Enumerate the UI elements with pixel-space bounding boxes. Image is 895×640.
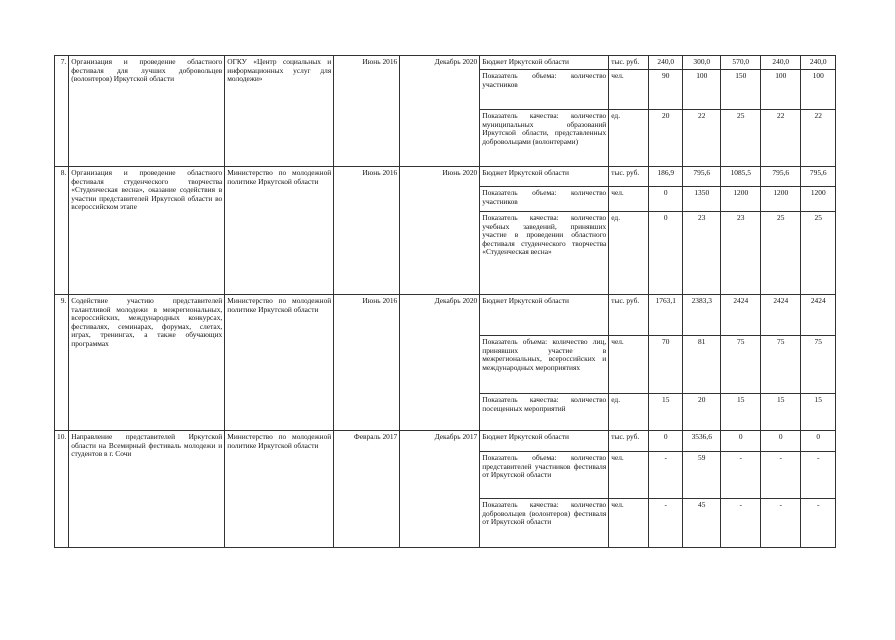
program-activities-table xyxy=(54,55,836,548)
year-value: 75 xyxy=(801,336,836,394)
activity-name: Организация и проведение областного фестиваля для лучших добровольцев (волонтеров) Иркутской области xyxy=(69,56,225,167)
year-value: 70 xyxy=(649,336,683,394)
year-value: 100 xyxy=(801,70,836,110)
funding-source: Бюджет Иркутской области xyxy=(480,295,609,336)
year-value: 25 xyxy=(801,212,836,295)
activity-row xyxy=(55,431,836,452)
unit-of-measure: ед. xyxy=(609,394,649,431)
year-value: 15 xyxy=(721,394,761,431)
row-number: 9. xyxy=(55,295,69,431)
year-value: 20 xyxy=(649,110,683,167)
year-value: 795,6 xyxy=(801,167,836,187)
start-date: Февраль 2017 xyxy=(334,431,400,548)
unit-of-measure: чел. xyxy=(609,452,649,499)
year-value: 22 xyxy=(801,110,836,167)
year-value: 20 xyxy=(683,394,721,431)
end-date: Декабрь 2017 xyxy=(400,431,480,548)
unit-of-measure: чел. xyxy=(609,187,649,212)
year-value: 1200 xyxy=(761,187,801,212)
unit-of-measure: чел. xyxy=(609,70,649,110)
indicator-text: Показатель качества: количество посещенных мероприятий xyxy=(480,394,609,431)
year-value: 0 xyxy=(649,212,683,295)
year-value: 1200 xyxy=(801,187,836,212)
indicator-text: Показатель качества: количество добровольцев (волонтеров) фестиваля от Иркутской области xyxy=(480,499,609,548)
unit-of-measure: ед. xyxy=(609,110,649,167)
year-value: 3536,6 xyxy=(683,431,721,452)
year-value: 1350 xyxy=(683,187,721,212)
end-date: Декабрь 2020 xyxy=(400,56,480,167)
start-date: Июнь 2016 xyxy=(334,167,400,295)
year-value: 0 xyxy=(721,431,761,452)
year-value: 1085,5 xyxy=(721,167,761,187)
year-value: 0 xyxy=(761,431,801,452)
year-value: 15 xyxy=(801,394,836,431)
year-value: 22 xyxy=(761,110,801,167)
responsible-executor: ОГКУ «Центр социальных и информационных услуг для молодежи» xyxy=(225,56,334,167)
activity-row xyxy=(55,295,836,336)
year-value: - xyxy=(649,499,683,548)
year-value: - xyxy=(721,499,761,548)
year-value: 25 xyxy=(761,212,801,295)
indicator-text: Показатель качества: количество муниципальных образований Иркутской области, представленных добровольцами (волонтерами) xyxy=(480,110,609,167)
year-value: - xyxy=(721,452,761,499)
year-value: - xyxy=(801,499,836,548)
year-value: - xyxy=(761,452,801,499)
year-value: 59 xyxy=(683,452,721,499)
year-value: 25 xyxy=(721,110,761,167)
year-value: - xyxy=(761,499,801,548)
unit-of-measure: чел. xyxy=(609,336,649,394)
year-value: 240,0 xyxy=(801,56,836,70)
indicator-text: Показатель качества: количество учебных заведений, принявших участие в проведении областного фестиваля студенческого творчества «Студенческая весна» xyxy=(480,212,609,295)
year-value: 75 xyxy=(721,336,761,394)
year-value: 240,0 xyxy=(761,56,801,70)
responsible-executor: Министерство по молодежной политике Иркутской области xyxy=(225,295,334,431)
activity-row xyxy=(55,167,836,187)
year-value: 2383,3 xyxy=(683,295,721,336)
end-date: Декабрь 2020 xyxy=(400,295,480,431)
responsible-executor: Министерство по молодежной политике Иркутской области xyxy=(225,431,334,548)
unit-of-measure: ед. xyxy=(609,212,649,295)
end-date: Июнь 2020 xyxy=(400,167,480,295)
year-value: 0 xyxy=(801,431,836,452)
indicator-text: Показатель объема: количество участников xyxy=(480,70,609,110)
activity-name: Направление представителей Иркутской области на Всемирный фестиваль молодежи и студентов в г. Сочи xyxy=(69,431,225,548)
year-value: 23 xyxy=(721,212,761,295)
year-value: 90 xyxy=(649,70,683,110)
row-number: 8. xyxy=(55,167,69,295)
activity-name: Организация и проведение областного фестиваля студенческого творчества «Студенческая весна», оказание содействия в участии представителей Иркутской области во всероссийском этапе xyxy=(69,167,225,295)
year-value: 2424 xyxy=(801,295,836,336)
funding-source: Бюджет Иркутской области xyxy=(480,167,609,187)
indicator-text: Показатель объема: количество участников xyxy=(480,187,609,212)
activity-row xyxy=(55,56,836,70)
year-value: 81 xyxy=(683,336,721,394)
year-value: - xyxy=(801,452,836,499)
year-value: 150 xyxy=(721,70,761,110)
unit-of-measure: тыс. руб. xyxy=(609,167,649,187)
year-value: 100 xyxy=(761,70,801,110)
year-value: 15 xyxy=(761,394,801,431)
year-value: 100 xyxy=(683,70,721,110)
start-date: Июнь 2016 xyxy=(334,56,400,167)
year-value: 23 xyxy=(683,212,721,295)
year-value: 1763,1 xyxy=(649,295,683,336)
activity-name: Содействие участию представителей талантливой молодежи в межрегиональных, всероссийских, международных конкурсах, фестивалях, семинарах, форумах, слетах, играх, тренингах, а также обучающих программах xyxy=(69,295,225,431)
year-value: 15 xyxy=(649,394,683,431)
funding-source: Бюджет Иркутской области xyxy=(480,431,609,452)
year-value: 300,0 xyxy=(683,56,721,70)
year-value: 0 xyxy=(649,431,683,452)
year-value: 570,0 xyxy=(721,56,761,70)
unit-of-measure: тыс. руб. xyxy=(609,295,649,336)
start-date: Июнь 2016 xyxy=(334,295,400,431)
year-value: 1200 xyxy=(721,187,761,212)
funding-source: Бюджет Иркутской области xyxy=(480,56,609,70)
year-value: 75 xyxy=(761,336,801,394)
responsible-executor: Министерство по молодежной политике Иркутской области xyxy=(225,167,334,295)
year-value: 45 xyxy=(683,499,721,548)
year-value: - xyxy=(649,452,683,499)
row-number: 10. xyxy=(55,431,69,548)
year-value: 795,6 xyxy=(683,167,721,187)
year-value: 0 xyxy=(649,187,683,212)
year-value: 186,9 xyxy=(649,167,683,187)
row-number: 7. xyxy=(55,56,69,167)
indicator-text: Показатель объема: количество лиц, принявших участие в межрегиональных, всероссийских и международных мероприятиях xyxy=(480,336,609,394)
year-value: 2424 xyxy=(761,295,801,336)
indicator-text: Показатель объема: количество представителей участников фестиваля от Иркутской области xyxy=(480,452,609,499)
unit-of-measure: чел. xyxy=(609,499,649,548)
unit-of-measure: тыс. руб. xyxy=(609,431,649,452)
year-value: 2424 xyxy=(721,295,761,336)
unit-of-measure: тыс. руб. xyxy=(609,56,649,70)
year-value: 240,0 xyxy=(649,56,683,70)
year-value: 22 xyxy=(683,110,721,167)
year-value: 795,6 xyxy=(761,167,801,187)
